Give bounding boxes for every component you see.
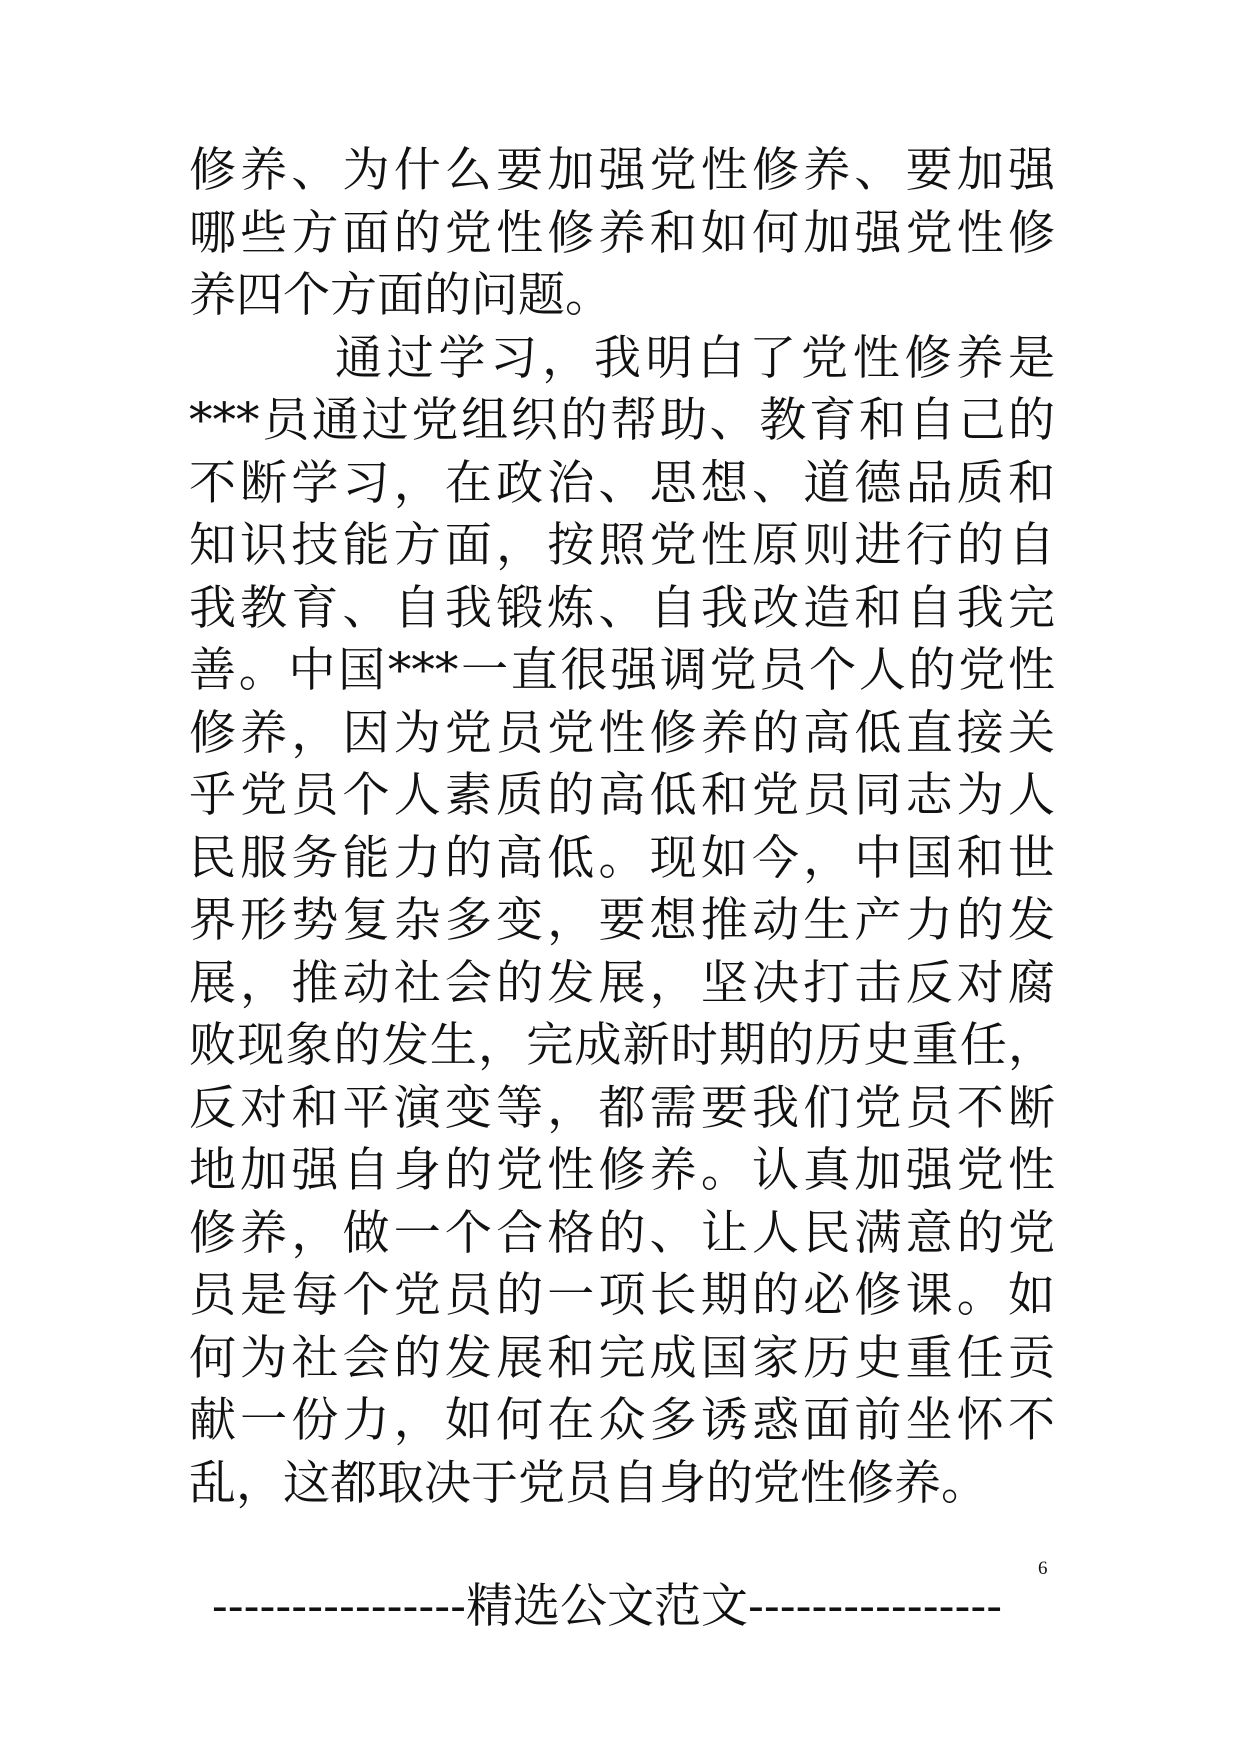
page-footer: ----------------精选公文范文---------------- (211, 1579, 1003, 1634)
text-line: 养四个方面的问题。 (189, 268, 612, 323)
text-line: 何为社会的发展和完成国家历史重任贡 (189, 1330, 1055, 1386)
page-number: 6 (1038, 1558, 1048, 1579)
text-line: 乱，这都取决于党员自身的党性修养。 (189, 1455, 988, 1511)
text-line: 献一份力，如何在众多诱惑面前坐怀不 (189, 1393, 1055, 1448)
text-line: 不断学习，在政治、思想、道德品质和 (189, 455, 1055, 511)
text-line: ***员通过党组织的帮助、教育和自己的 (189, 393, 1055, 448)
text-line: 善。中国***一直很强调党员个人的党性 (189, 643, 1055, 698)
text-line: 通过学习，我明白了党性修养是 (335, 330, 1055, 386)
text-line: 民服务能力的高低。现如今，中国和世 (189, 830, 1055, 886)
text-line: 败现象的发生，完成新时期的历史重任， (189, 1018, 1055, 1073)
text-line: 知识技能方面，按照党性原则进行的自 (189, 518, 1055, 573)
text-line: 员是每个党员的一项长期的必修课。如 (189, 1268, 1055, 1323)
text-line: 展，推动社会的发展，坚决打击反对腐 (189, 955, 1055, 1011)
text-line: 哪些方面的党性修养和如何加强党性修 (189, 205, 1055, 261)
text-line: 修养，因为党员党性修养的高低直接关 (189, 705, 1055, 761)
text-line: 地加强自身的党性修养。认真加强党性 (189, 1143, 1055, 1198)
text-line: 乎党员个人素质的高低和党员同志为人 (189, 768, 1055, 823)
text-line: 我教育、自我锻炼、自我改造和自我完 (189, 580, 1055, 636)
text-line: 修养、为什么要加强党性修养、要加强 (189, 143, 1055, 198)
text-line: 修养，做一个合格的、让人民满意的党 (189, 1205, 1055, 1261)
text-line: 反对和平演变等，都需要我们党员不断 (189, 1080, 1055, 1136)
text-line: 界形势复杂多变，要想推动生产力的发 (189, 893, 1055, 948)
body-text (189, 140, 1055, 1515)
